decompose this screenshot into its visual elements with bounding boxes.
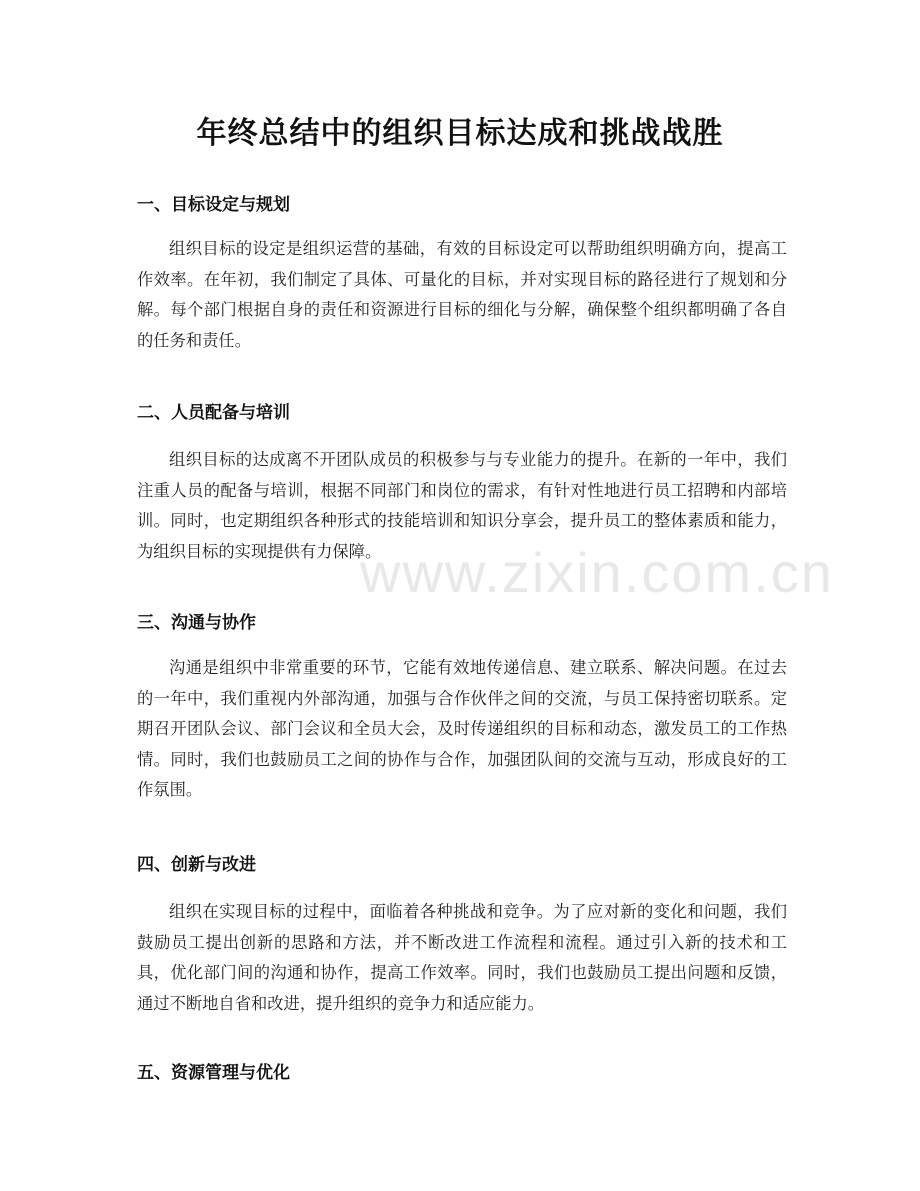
section-body-2: 组织目标的达成离不开团队成员的积极参与与专业能力的提升。在新的一年中，我们注重人员的配备与培训，根据不同部门和岗位的需求，有针对性地进行员工招聘和内部培训。同时，也定期组织各种形式的技能培训和知识分享会，提升员工的整体素质和能力，为组织目标的实现提供有力保障。: [137, 450, 787, 561]
section-heading-3: 三、沟通与协作: [137, 613, 256, 633]
section-body-1: 组织目标的设定是组织运营的基础，有效的目标设定可以帮助组织明确方向，提高工作效率。在年初，我们制定了具体、可量化的目标，并对实现目标的路径进行了规划和分解。每个部门根据自身的责任和资源进行目标的细化与分解，确保整个组织都明确了各自的任务和责任。: [137, 239, 787, 350]
watermark: www.zixin.com.cn: [360, 541, 834, 604]
section-body-3: 沟通是组织中非常重要的环节，它能有效地传递信息、建立联系、解决问题。在过去的一年中，我们重视内外部沟通，加强与合作伙伴之间的交流，与员工保持密切联系。定期召开团队会议、部门会议和全员大会，及时传递组织的目标和动态，激发员工的工作热情。同时，我们也鼓励员工之间的协作与合作，加强团队间的交流与互动，形成良好的工作氛围。: [137, 658, 787, 799]
section-heading-4: 四、创新与改进: [137, 855, 256, 875]
section-body-4: 组织在实现目标的过程中，面临着各种挑战和竞争。为了应对新的变化和问题，我们鼓励员工提出创新的思路和方法，并不断改进工作流程和流程。通过引入新的技术和工具，优化部门间的沟通和协作，提高工作效率。同时，我们也鼓励员工提出问题和反馈，通过不断地自省和改进，提升组织的竞争力和适应能力。: [137, 902, 787, 1013]
section-heading-2: 二、人员配备与培训: [137, 403, 290, 423]
section-heading-5: 五、资源管理与优化: [137, 1063, 290, 1083]
document-title: 年终总结中的组织目标达成和挑战战胜: [196, 116, 724, 151]
section-heading-1: 一、目标设定与规划: [137, 195, 290, 215]
